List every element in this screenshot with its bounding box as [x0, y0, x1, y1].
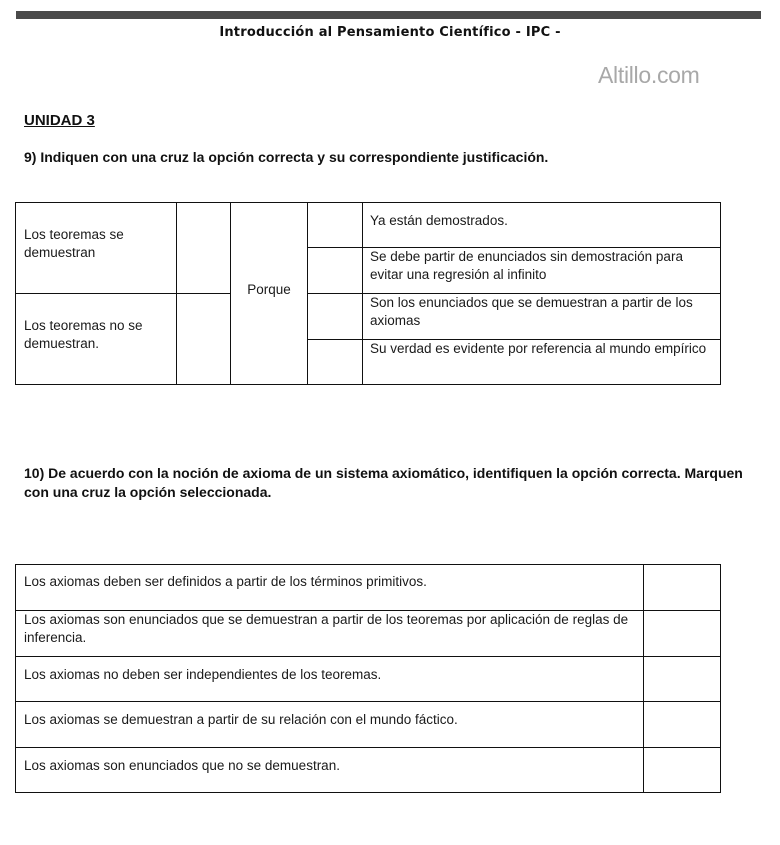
top-rule [16, 11, 761, 19]
checkbox-reason-2[interactable] [308, 248, 362, 293]
checkbox-statement-1[interactable] [177, 203, 230, 293]
axiom-checkbox-2[interactable] [644, 611, 720, 656]
statement-theorems-proven: Los teoremas se demuestran [24, 227, 124, 260]
reason-3: Son los enunciados que se demuestran a partir de los axiomas [370, 295, 693, 328]
reason-2: Se debe partir de enunciados sin demostración para evitar una regresión al infinito [370, 249, 683, 282]
watermark-logo: Altillo.com [598, 62, 700, 88]
axiom-checkbox-5[interactable] [644, 748, 720, 792]
document-title: Introducción al Pensamiento Científico - IPC - [219, 25, 561, 40]
reason-1: Ya están demostrados. [370, 213, 508, 228]
axiom-option-4: Los axiomas se demuestran a partir de su relación con el mundo fáctico. [24, 712, 458, 727]
axiom-option-5: Los axiomas son enunciados que no se demuestran. [24, 758, 340, 773]
reason-4: Su verdad es evidente por referencia al mundo empírico [370, 341, 707, 356]
axiom-checkbox-1[interactable] [644, 565, 720, 610]
axiom-option-1: Los axiomas deben ser definidos a partir de los términos primitivos. [24, 574, 427, 589]
unit-heading: UNIDAD 3 [24, 112, 95, 129]
axiom-checkbox-3[interactable] [644, 657, 720, 701]
question-9-prompt: 9) Indiquen con una cruz la opción correcta y su correspondiente justificación. [24, 149, 549, 165]
checkbox-reason-1[interactable] [308, 203, 362, 247]
connector-porque: Porque [247, 282, 291, 297]
checkbox-reason-4[interactable] [308, 340, 362, 384]
axiom-option-3: Los axiomas no deben ser independientes de los teoremas. [24, 667, 382, 682]
checkbox-reason-3[interactable] [308, 294, 362, 339]
question-10-prompt: 10) De acuerdo con la noción de axioma de un sistema axiomático, identifiquen la opción correcta. Marquen con una cruz la opción seleccionada. [24, 465, 743, 500]
axiom-option-2: Los axiomas son enunciados que se demuestran a partir de los teoremas por aplicación de reglas de inferencia. [24, 612, 629, 645]
checkbox-statement-2[interactable] [177, 294, 230, 384]
statement-theorems-not-proven: Los teoremas no se demuestran. [24, 318, 143, 351]
axiom-checkbox-4[interactable] [644, 702, 720, 747]
